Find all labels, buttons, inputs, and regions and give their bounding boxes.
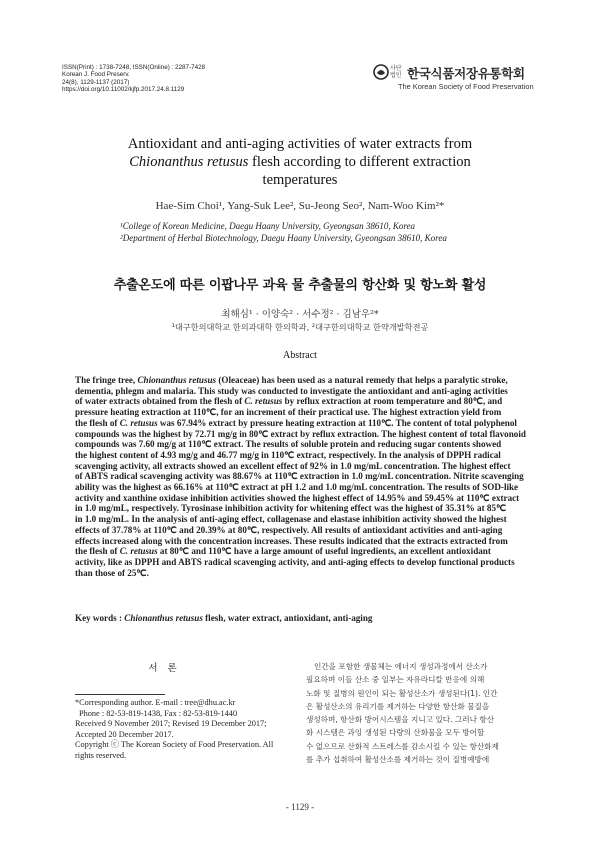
intro-line: 필요하며 이들 산소 중 일부는 자유라디칼 반응에 의해 xyxy=(306,675,485,685)
footnote-line: Phone : 82-53-819-1438, Fax : 82-53-819-1440 xyxy=(79,708,238,718)
abstract-line: of ABTS radical scavenging activity was 88.67% at 110℃ extraction in 1.0 mg/mL concentration. Nitrite scavenging xyxy=(75,471,524,482)
keywords-label: Key words : xyxy=(75,613,125,623)
journal-volume: 24(8), 1129-1137 (2017) xyxy=(62,78,130,86)
abstract-body xyxy=(75,375,527,578)
authors-en: Hae-Sim Choi¹, Yang-Suk Lee², Su-Jeong Seo², Nam-Woo Kim²* xyxy=(155,200,445,212)
intro-line: 노화 및 질병의 원인이 되는 활성산소가 생성된다(1). 인간 xyxy=(306,688,498,698)
abstract-line: dementia, phlegm and malaria. This study was conducted to investigate the antioxidant and anti-aging activities xyxy=(75,385,508,396)
intro-line: 은 활성산소의 유리기를 제거하는 다양한 항산화 물질을 xyxy=(306,701,490,711)
title-line-2 xyxy=(60,153,540,171)
intro-line: 화 시스템은 과잉 생성된 다량의 산화물을 모두 방어할 xyxy=(306,728,485,738)
abstract-line: activity and xanthine oxidase inhibition activities showed the highest effect of 14.95% and 59.45% at 110℃ extract xyxy=(75,492,520,503)
footnote-divider xyxy=(75,694,165,695)
abstract-line: than those of 25℃. xyxy=(75,567,149,578)
abstract-line: ability was the highest as 66.16% at 110℃ extract at pH 1.2 and 1.0 mg/mL concentration. The results of SOD-like xyxy=(75,482,519,493)
intro-line: 수 없으므로 산화적 스트레스를 감소시킬 수 있는 항산화제 xyxy=(306,741,499,751)
footnote-line: rights reserved. xyxy=(75,750,127,760)
society-header xyxy=(350,64,550,98)
affiliations-kr: ¹대구한의대학교 한의과대학 한의학과, ²대구한의대학교 한약개발학전공 xyxy=(171,322,429,332)
footnote-line: Accepted 20 December 2017. xyxy=(75,729,174,739)
abstract-line: The fringe tree, Chionanthus retusus (Oleaceae) has been used as a natural remedy that helps a paralytic stroke, xyxy=(75,375,508,385)
abstract-line: compounds was 7.60 mg/g at 110℃ extract. The results of soluble protein and reducing sugar contents showed xyxy=(75,439,502,450)
abstract-line: compounds was the highest by 72.71 mg/g in 80℃ extract by reflux extraction. The highest content of total flavonoid xyxy=(75,428,526,439)
abstract-heading: Abstract xyxy=(283,350,317,361)
society-name-en: The Korean Society of Food Preservation xyxy=(398,82,534,91)
intro-line: 생성하며, 항산화 방어시스템을 지니고 있다. 그러나 항산 xyxy=(306,715,495,725)
paper-title xyxy=(60,135,540,189)
title-species: Chionanthus retusus xyxy=(129,154,249,170)
keywords-species: Chionanthus retusus xyxy=(124,613,203,623)
abstract-line: in 1.0 mg/mL, respectively. Tyrosinase inhibition activity for whitening effect was the highest of 35.31% at 85℃ xyxy=(75,503,507,514)
keywords xyxy=(75,613,527,623)
abstract-line: the highest content of 4.93 mg/g and 46.77 mg/g in 110℃ extract, respectively. In the analysis of DPPH radical xyxy=(75,449,501,460)
title-line-3: temperatures xyxy=(262,172,338,188)
doi-link[interactable]: https://doi.org/10.11002/kjfp.2017.24.8.1129 xyxy=(62,86,185,94)
abstract-line: effects increased along with the concentration increases. These results indicated that the extracts extracted from xyxy=(75,535,508,546)
journal-info xyxy=(62,64,205,94)
journal-name: Korean J. Food Preserv. xyxy=(62,71,130,79)
abstract-line: the flesh of C. retusus at 80℃ and 110℃ have a large amount of useful ingredients, an excellent antioxidant xyxy=(75,546,491,557)
society-mark: 사단 법인 xyxy=(390,65,402,79)
abstract-line: effects of 37.78% at 110℃ and 20.39% at 80℃, respectively. All results of antioxidant activities and anti-aging xyxy=(75,524,503,535)
abstract-line: pressure heating extraction at 110℃, for an increment of their practical use. The highest extraction yield from xyxy=(75,407,502,418)
intro-line: 를 추가 섭취하여 활성산소를 제거하는 것이 질병예방에 xyxy=(306,755,490,765)
intro-body xyxy=(306,660,534,766)
section-heading-intro: 서론 xyxy=(148,663,187,674)
intro-line: 인간을 포함한 생물체는 에너지 생성과정에서 산소가 xyxy=(314,662,488,671)
abstract-line: in 1.0 mg/mL. In the analysis of anti-aging effect, collagenase and elastase inhibition activity showed the highest xyxy=(75,514,507,525)
abstract-line: activity, like as DPPH and ABTS radical scavenging activity, and anti-aging effects to develop functional products xyxy=(75,556,515,567)
affiliation-en-1: ¹College of Korean Medicine, Daegu Haany University, Gyeongsan 38610, Korea xyxy=(120,221,415,231)
footnote-line: *Corresponding author. E-mail : tree@dhu.ac.kr xyxy=(75,698,236,707)
society-logo-icon xyxy=(373,64,389,80)
footnotes xyxy=(75,698,285,762)
affiliation-en-2: ²Department of Herbal Biotechnology, Daegu Haany University, Gyeongsan 38610, Korea xyxy=(120,233,447,243)
footnote-line: Copyright ⓒ The Korean Society of Food Preservation. All xyxy=(75,740,274,750)
keywords-rest: flesh, water extract, antioxidant, anti-aging xyxy=(202,613,373,623)
page-number: - 1129 - xyxy=(285,802,315,812)
paper-title-kr: 추출온도에 따른 이팝나무 과육 물 추출물의 항산화 및 항노화 활성 xyxy=(113,278,487,293)
title-line-2-rest: flesh according to different extraction xyxy=(248,154,471,170)
abstract-line: the flesh of C. retusus was 67.94% extract by pressure heating extraction at 110℃. The content of total polyphenol xyxy=(75,417,517,428)
title-line-1: Antioxidant and anti-aging activities of water extracts from xyxy=(127,136,473,152)
footnote-line: Received 9 November 2017; Revised 19 December 2017; xyxy=(75,719,267,729)
society-name-kr: 한국식품저장유통학회 xyxy=(407,66,525,81)
abstract-line: scavenging activity, all extracts showed an excellent effect of 92% in 1.0 mg/mL concentration. The highest effect xyxy=(75,460,511,471)
issn: ISSN(Print) : 1738-7248, ISSN(Online) : 2287-7428 xyxy=(62,64,206,71)
authors-kr: 최해심¹ · 이양숙² · 서수정² · 김남우²* xyxy=(221,309,379,320)
abstract-line: of water extracts obtained from the flesh of C. retusus by reflux extraction at room temperature and 80℃, and xyxy=(75,396,503,407)
